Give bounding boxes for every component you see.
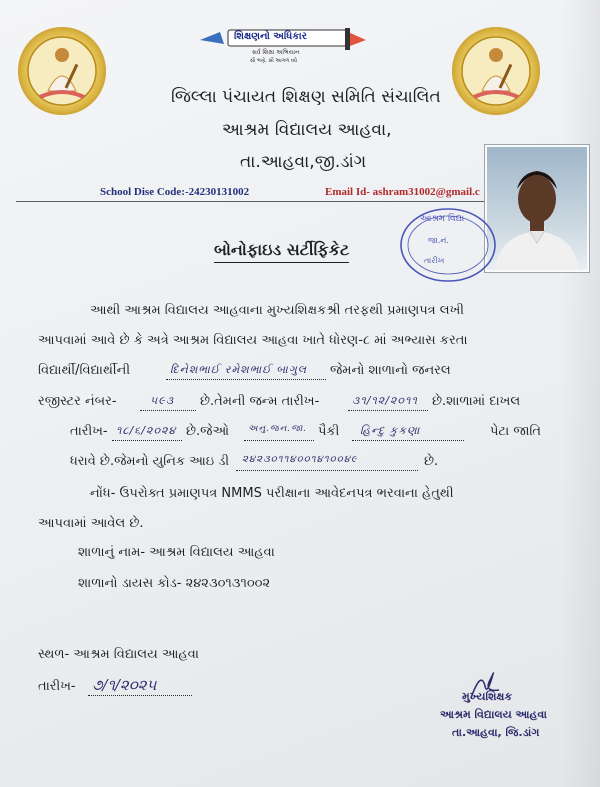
header-line-1: જિલ્લા પંચાયત શિક્ષણ સમિતિ સંચાલિત: [171, 87, 441, 107]
body-line-1: આથી આશ્રમ વિદ્યાલય આહવાના મુખ્યશિક્ષકશ્રી તરફથી પ્રમાણપત્ર લખી: [90, 303, 465, 318]
birth-date-dots: [348, 409, 428, 411]
header-line-3: તા.આહવા,જી.ડાંગ: [240, 152, 367, 172]
birth-date-value: ૩૧/૧૨/૨૦૧૧: [352, 394, 418, 407]
school-name-line: શાળાનું નામ- આશ્રમ વિદ્યાલય આહવા: [78, 545, 275, 560]
dise-code-line: શાળાનો ડાયસ કોડ- ૨૪૨૩૦૧૩૧૦૦૨: [78, 576, 271, 591]
register-no-value: ૫૯૩: [150, 394, 175, 407]
signatory-school: આશ્રમ વિદ્યાલય આહવા: [440, 708, 547, 721]
place-line: સ્થળ- આશ્રમ વિદ્યાલય આહવા: [38, 647, 199, 662]
note-line-2: આપવામાં આવેલ છે.: [38, 516, 144, 531]
body-line-5-suffix: પેટા જાતિ: [490, 424, 541, 439]
logo-tagline: સૌ ભણે, સૌ આગળ વધે: [250, 58, 298, 64]
body-line-5-mid-2: પૈકી: [318, 424, 340, 439]
body-line-3-prefix: વિદ્યાર્થી/વિદ્યાર્થીની: [38, 363, 131, 378]
date-dots: [88, 694, 192, 696]
unique-id-dots: [236, 469, 418, 471]
school-dise-code: School Dise Code:-24230131002: [100, 186, 250, 198]
certificate-title: બોનોફાઇડ સર્ટીફિકેટ: [214, 240, 349, 263]
category-value: અનુ.જન.જા.: [248, 424, 308, 434]
admission-date-dots: [112, 439, 182, 441]
date-value: ૭/૧/૨૦૨૫: [92, 676, 157, 694]
body-line-6-suffix: છે.: [424, 454, 439, 469]
note-line-1: નોંધ- ઉપરોક્ત પ્રમાણપત્ર NMMS પરીક્ષાના આવેદનપત્ર ભરવાના હેતુથી: [90, 486, 454, 501]
body-line-3-suffix: જેમનો શાળાનો જનરલ: [330, 363, 451, 378]
stamp-top-text: આશ્રમ વિદ્યા: [420, 214, 465, 224]
saraswati-emblem-left: [18, 27, 106, 115]
student-photo: [485, 145, 589, 272]
logo-banner-text: શિક્ષણનો અધિકાર: [234, 31, 307, 42]
body-line-4-suffix: છે.શાળામાં દાખલ: [432, 394, 521, 409]
body-line-5-prefix: તારીખ-: [70, 424, 108, 439]
body-line-2: આપવામાં આવે છે કે અત્રે આશ્રમ વિદ્યાલય આહવા ખાતે ધોરણ-૮ માં અભ્યાસ કરતા: [38, 333, 468, 348]
body-line-4-prefix: રજીસ્ટર નંબર-: [38, 394, 117, 409]
date-label: તારીખ-: [38, 679, 76, 694]
rte-logo: [200, 22, 370, 70]
paper-shadow: [560, 0, 600, 787]
student-name-dots: [166, 378, 326, 380]
signatory-title: મુખ્યશિક્ષક: [462, 690, 513, 703]
body-line-5-mid-1: છે.જેઓ: [186, 424, 230, 439]
body-line-4-mid: છે.તેમની જન્મ તારીખ-: [200, 394, 320, 409]
stamp-mid-text: જા.નં.: [428, 236, 449, 245]
category-dots: [244, 439, 314, 441]
saraswati-emblem-right: [452, 27, 540, 115]
school-email: Email Id- ashram31002@gmail.c: [325, 186, 480, 198]
student-name-value: દિનેશભાઈ રમેશભાઈ બાગુલ: [170, 363, 308, 376]
header-line-2: આશ્રમ વિદ્યાલય આહવા,: [222, 120, 392, 140]
caste-value: હિન્દુ કુકણા: [360, 424, 421, 437]
body-line-6-prefix: ધરાવે છે.જેમનો યુનિક આઇ ડી: [70, 454, 230, 469]
caste-dots: [352, 439, 464, 441]
unique-id-value: ૨૪૨૩૦૧૧૪૦૦૧૪૧૦૦૪૯: [242, 454, 358, 465]
signatory-place: તા.આહવા, જિ.ડાંગ: [452, 726, 540, 739]
register-no-dots: [140, 409, 196, 411]
stamp-bottom-text: તારીખ: [424, 256, 445, 265]
admission-date-value: ૧૮/૬/૨૦૨૪: [116, 424, 177, 437]
logo-subtitle: સર્વ શિક્ષા અભિયાન: [252, 49, 300, 56]
